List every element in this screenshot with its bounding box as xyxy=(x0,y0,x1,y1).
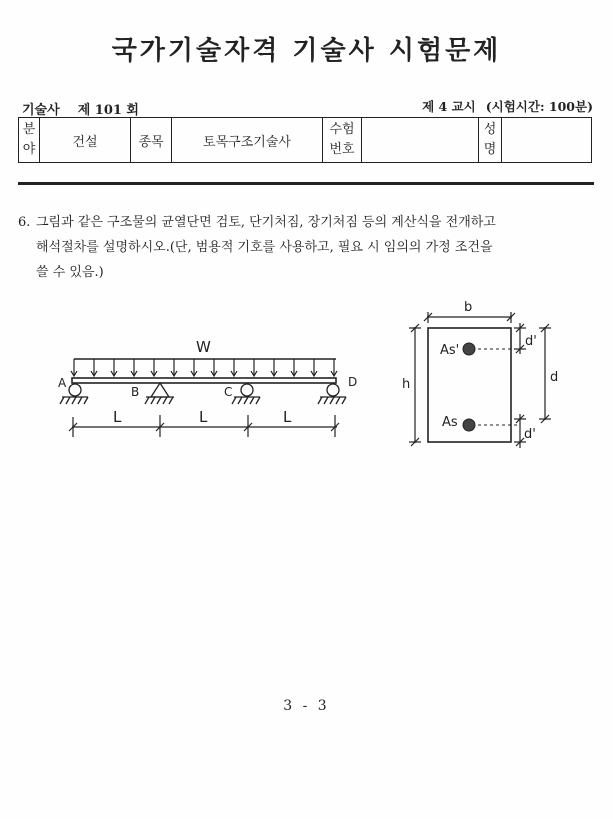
name-label-top: 성 xyxy=(483,122,497,137)
support-b-pin xyxy=(145,383,174,404)
exam-session: 제 4 교시 xyxy=(422,99,476,114)
span-2-label: L xyxy=(199,408,208,426)
exam-type: 기술사 xyxy=(22,103,60,118)
support-b-label: B xyxy=(131,385,140,399)
name-label-bottom: 명 xyxy=(483,142,497,157)
support-d-roller xyxy=(318,384,346,404)
field-label-bottom: 야 xyxy=(22,142,36,157)
exam-round: 제 101 회 xyxy=(77,103,139,118)
exam-no-label-bottom: 번호 xyxy=(329,142,355,157)
distributed-load xyxy=(71,359,337,376)
question-line-1: 그림과 같은 구조물의 균열단면 검토, 단기처짐, 장기처짐 등의 계산식을 전개하고 xyxy=(36,215,496,230)
section-width-label: b xyxy=(464,300,473,315)
span-1-label: L xyxy=(113,408,122,426)
bottom-cover-label: d' xyxy=(524,427,536,442)
top-cover-label: d' xyxy=(525,334,537,349)
page-number: 3 - 3 xyxy=(283,698,330,714)
page-title: 국가기술자격 기술사 시험문제 xyxy=(111,36,502,66)
section-height-label: h xyxy=(402,377,411,392)
compression-steel-label: As' xyxy=(440,343,460,358)
question-line-3: 쓸 수 있음.) xyxy=(36,265,104,280)
compression-steel-bar xyxy=(463,343,475,355)
rebar-centerlines xyxy=(478,349,520,425)
category-label-cell: 종목 xyxy=(131,118,172,163)
effective-depth-label: d xyxy=(550,370,559,385)
field-label-top: 분 xyxy=(22,122,36,137)
category-value-cell: 토목구조기술사 xyxy=(172,118,323,163)
beam-member xyxy=(72,378,336,383)
support-c-roller xyxy=(232,384,260,404)
load-label: W xyxy=(196,338,211,356)
tension-steel-label: As xyxy=(442,415,458,430)
exam-time: (시험시간: 100분) xyxy=(485,99,593,114)
support-a-label: A xyxy=(58,376,67,390)
question-line-2: 해석절차를 설명하시오.(단, 범용적 기호를 사용하고, 필요 시 임의의 가정 조건을 xyxy=(36,240,493,255)
support-c-label: C xyxy=(224,385,233,399)
tension-steel-bar xyxy=(463,419,475,431)
support-d-label: D xyxy=(348,375,358,389)
span-3-label: L xyxy=(283,408,292,426)
field-value-cell: 건설 xyxy=(40,118,131,163)
exam-no-label-top: 수험 xyxy=(329,122,355,137)
question-number: 6. xyxy=(18,215,31,230)
